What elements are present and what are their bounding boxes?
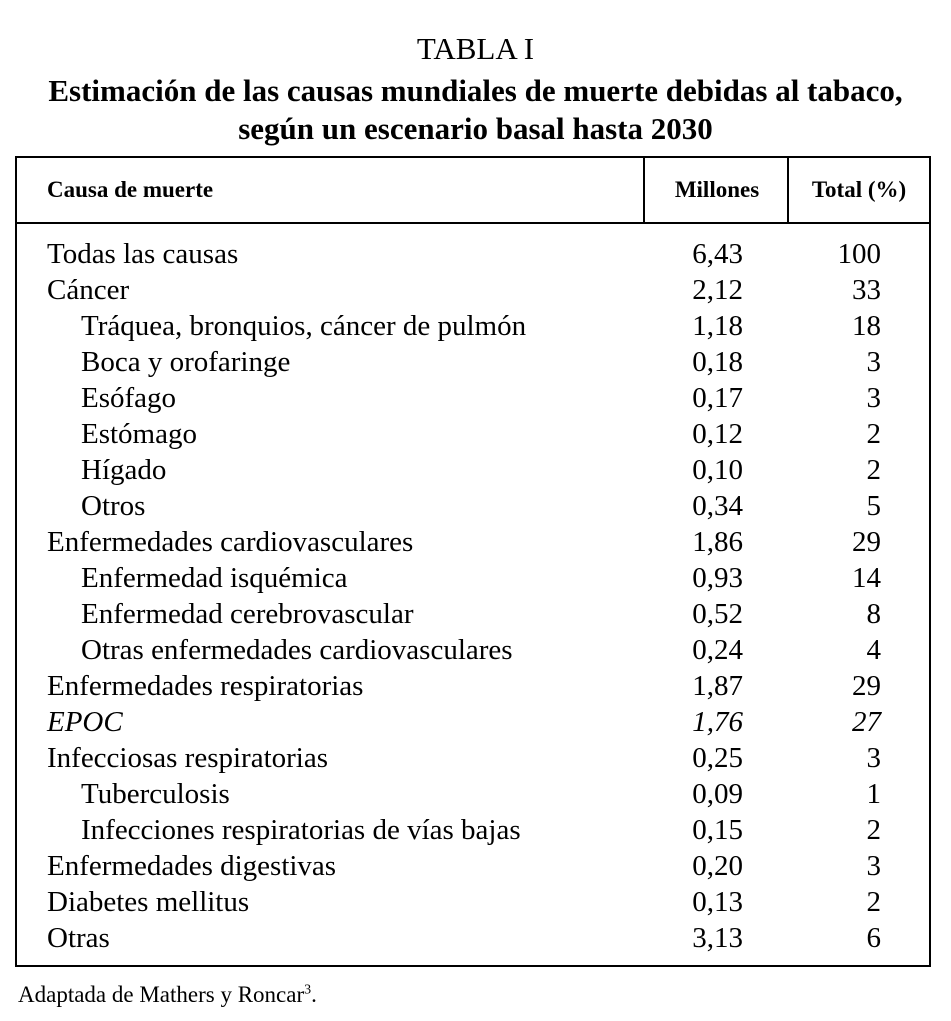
row-cause: Infecciosas respiratorias [47, 742, 329, 774]
table-row [17, 344, 929, 380]
row-total: 4 [866, 634, 881, 666]
row-total: 5 [866, 490, 881, 522]
table-row [17, 920, 929, 956]
row-total: 100 [837, 238, 881, 270]
table-header-row [17, 158, 929, 224]
row-total: 2 [866, 454, 881, 486]
row-total: 2 [866, 886, 881, 918]
row-cause: Diabetes mellitus [47, 886, 250, 918]
row-total: 8 [866, 598, 881, 630]
row-total: 3 [866, 346, 881, 378]
table-row [17, 380, 929, 416]
row-total: 27 [852, 706, 881, 738]
table-row [17, 236, 929, 272]
table-row [17, 812, 929, 848]
row-millions: 0,18 [692, 346, 743, 378]
row-cause: Hígado [81, 454, 167, 486]
row-millions: 1,76 [692, 706, 743, 738]
table-row [17, 704, 929, 740]
row-total: 1 [866, 778, 881, 810]
table-row [17, 884, 929, 920]
table-row [17, 740, 929, 776]
footnote-end: . [311, 982, 317, 1007]
row-total: 29 [852, 670, 881, 702]
row-millions: 1,18 [692, 310, 743, 342]
row-cause: Otras [47, 922, 110, 954]
row-millions: 2,12 [692, 274, 743, 306]
row-millions: 1,87 [692, 670, 743, 702]
row-millions: 0,24 [692, 634, 743, 666]
row-cause: Enfermedad cerebrovascular [81, 598, 414, 630]
row-millions: 1,86 [692, 526, 743, 558]
row-millions: 0,09 [692, 778, 743, 810]
table-row [17, 596, 929, 632]
row-millions: 0,93 [692, 562, 743, 594]
row-cause: Enfermedades cardiovasculares [47, 526, 414, 558]
row-total: 6 [866, 922, 881, 954]
row-millions: 0,10 [692, 454, 743, 486]
row-millions: 0,17 [692, 382, 743, 414]
table-row [17, 632, 929, 668]
data-table [15, 156, 931, 967]
row-millions: 0,25 [692, 742, 743, 774]
footnote-text: Adaptada de Mathers y Roncar [18, 982, 305, 1007]
row-cause: Todas las causas [47, 238, 239, 270]
table-row [17, 308, 929, 344]
header-millions: Millones [674, 177, 760, 202]
row-millions: 3,13 [692, 922, 743, 954]
row-total: 2 [866, 418, 881, 450]
header-total: Total (%) [811, 177, 907, 202]
table-row [17, 452, 929, 488]
row-total: 29 [852, 526, 881, 558]
table-row [17, 776, 929, 812]
row-cause: Boca y orofaringe [81, 346, 291, 378]
footnote-reference: 3 [304, 982, 312, 998]
row-cause: EPOC [47, 706, 123, 738]
source-footnote [18, 980, 317, 1010]
row-millions: 0,12 [692, 418, 743, 450]
row-total: 18 [852, 310, 881, 342]
row-cause: Otros [81, 490, 146, 522]
table-row [17, 848, 929, 884]
row-millions: 0,13 [692, 886, 743, 918]
table-row [17, 524, 929, 560]
row-total: 33 [852, 274, 881, 306]
row-millions: 0,34 [692, 490, 743, 522]
table-row [17, 560, 929, 596]
row-cause: Infecciones respiratorias de vías bajas [81, 814, 521, 846]
row-millions: 0,15 [692, 814, 743, 846]
row-cause: Enfermedad isquémica [81, 562, 348, 594]
row-total: 3 [866, 382, 881, 414]
header-cause: Causa de muerte [47, 177, 214, 202]
row-millions: 0,52 [692, 598, 743, 630]
row-cause: Enfermedades digestivas [47, 850, 337, 882]
table-row [17, 416, 929, 452]
row-millions: 6,43 [692, 238, 743, 270]
row-cause: Tuberculosis [81, 778, 230, 810]
table-row [17, 668, 929, 704]
row-total: 2 [866, 814, 881, 846]
row-total: 3 [866, 742, 881, 774]
row-cause: Cáncer [47, 274, 130, 306]
table-row [17, 488, 929, 524]
table-row [17, 272, 929, 308]
row-total: 3 [866, 850, 881, 882]
row-cause: Estómago [81, 418, 197, 450]
table-label: TABLA I [416, 31, 535, 66]
row-cause: Tráquea, bronquios, cáncer de pulmón [81, 310, 527, 342]
row-millions: 0,20 [692, 850, 743, 882]
row-total: 14 [852, 562, 881, 594]
table-title: Estimación de las causas mundiales de muerte debidas al tabaco, según un escenario basal hasta 2030 [48, 73, 903, 146]
row-cause: Esófago [81, 382, 177, 414]
row-cause: Enfermedades respiratorias [47, 670, 364, 702]
table-body [17, 236, 929, 956]
row-cause: Otras enfermedades cardiovasculares [81, 634, 513, 666]
